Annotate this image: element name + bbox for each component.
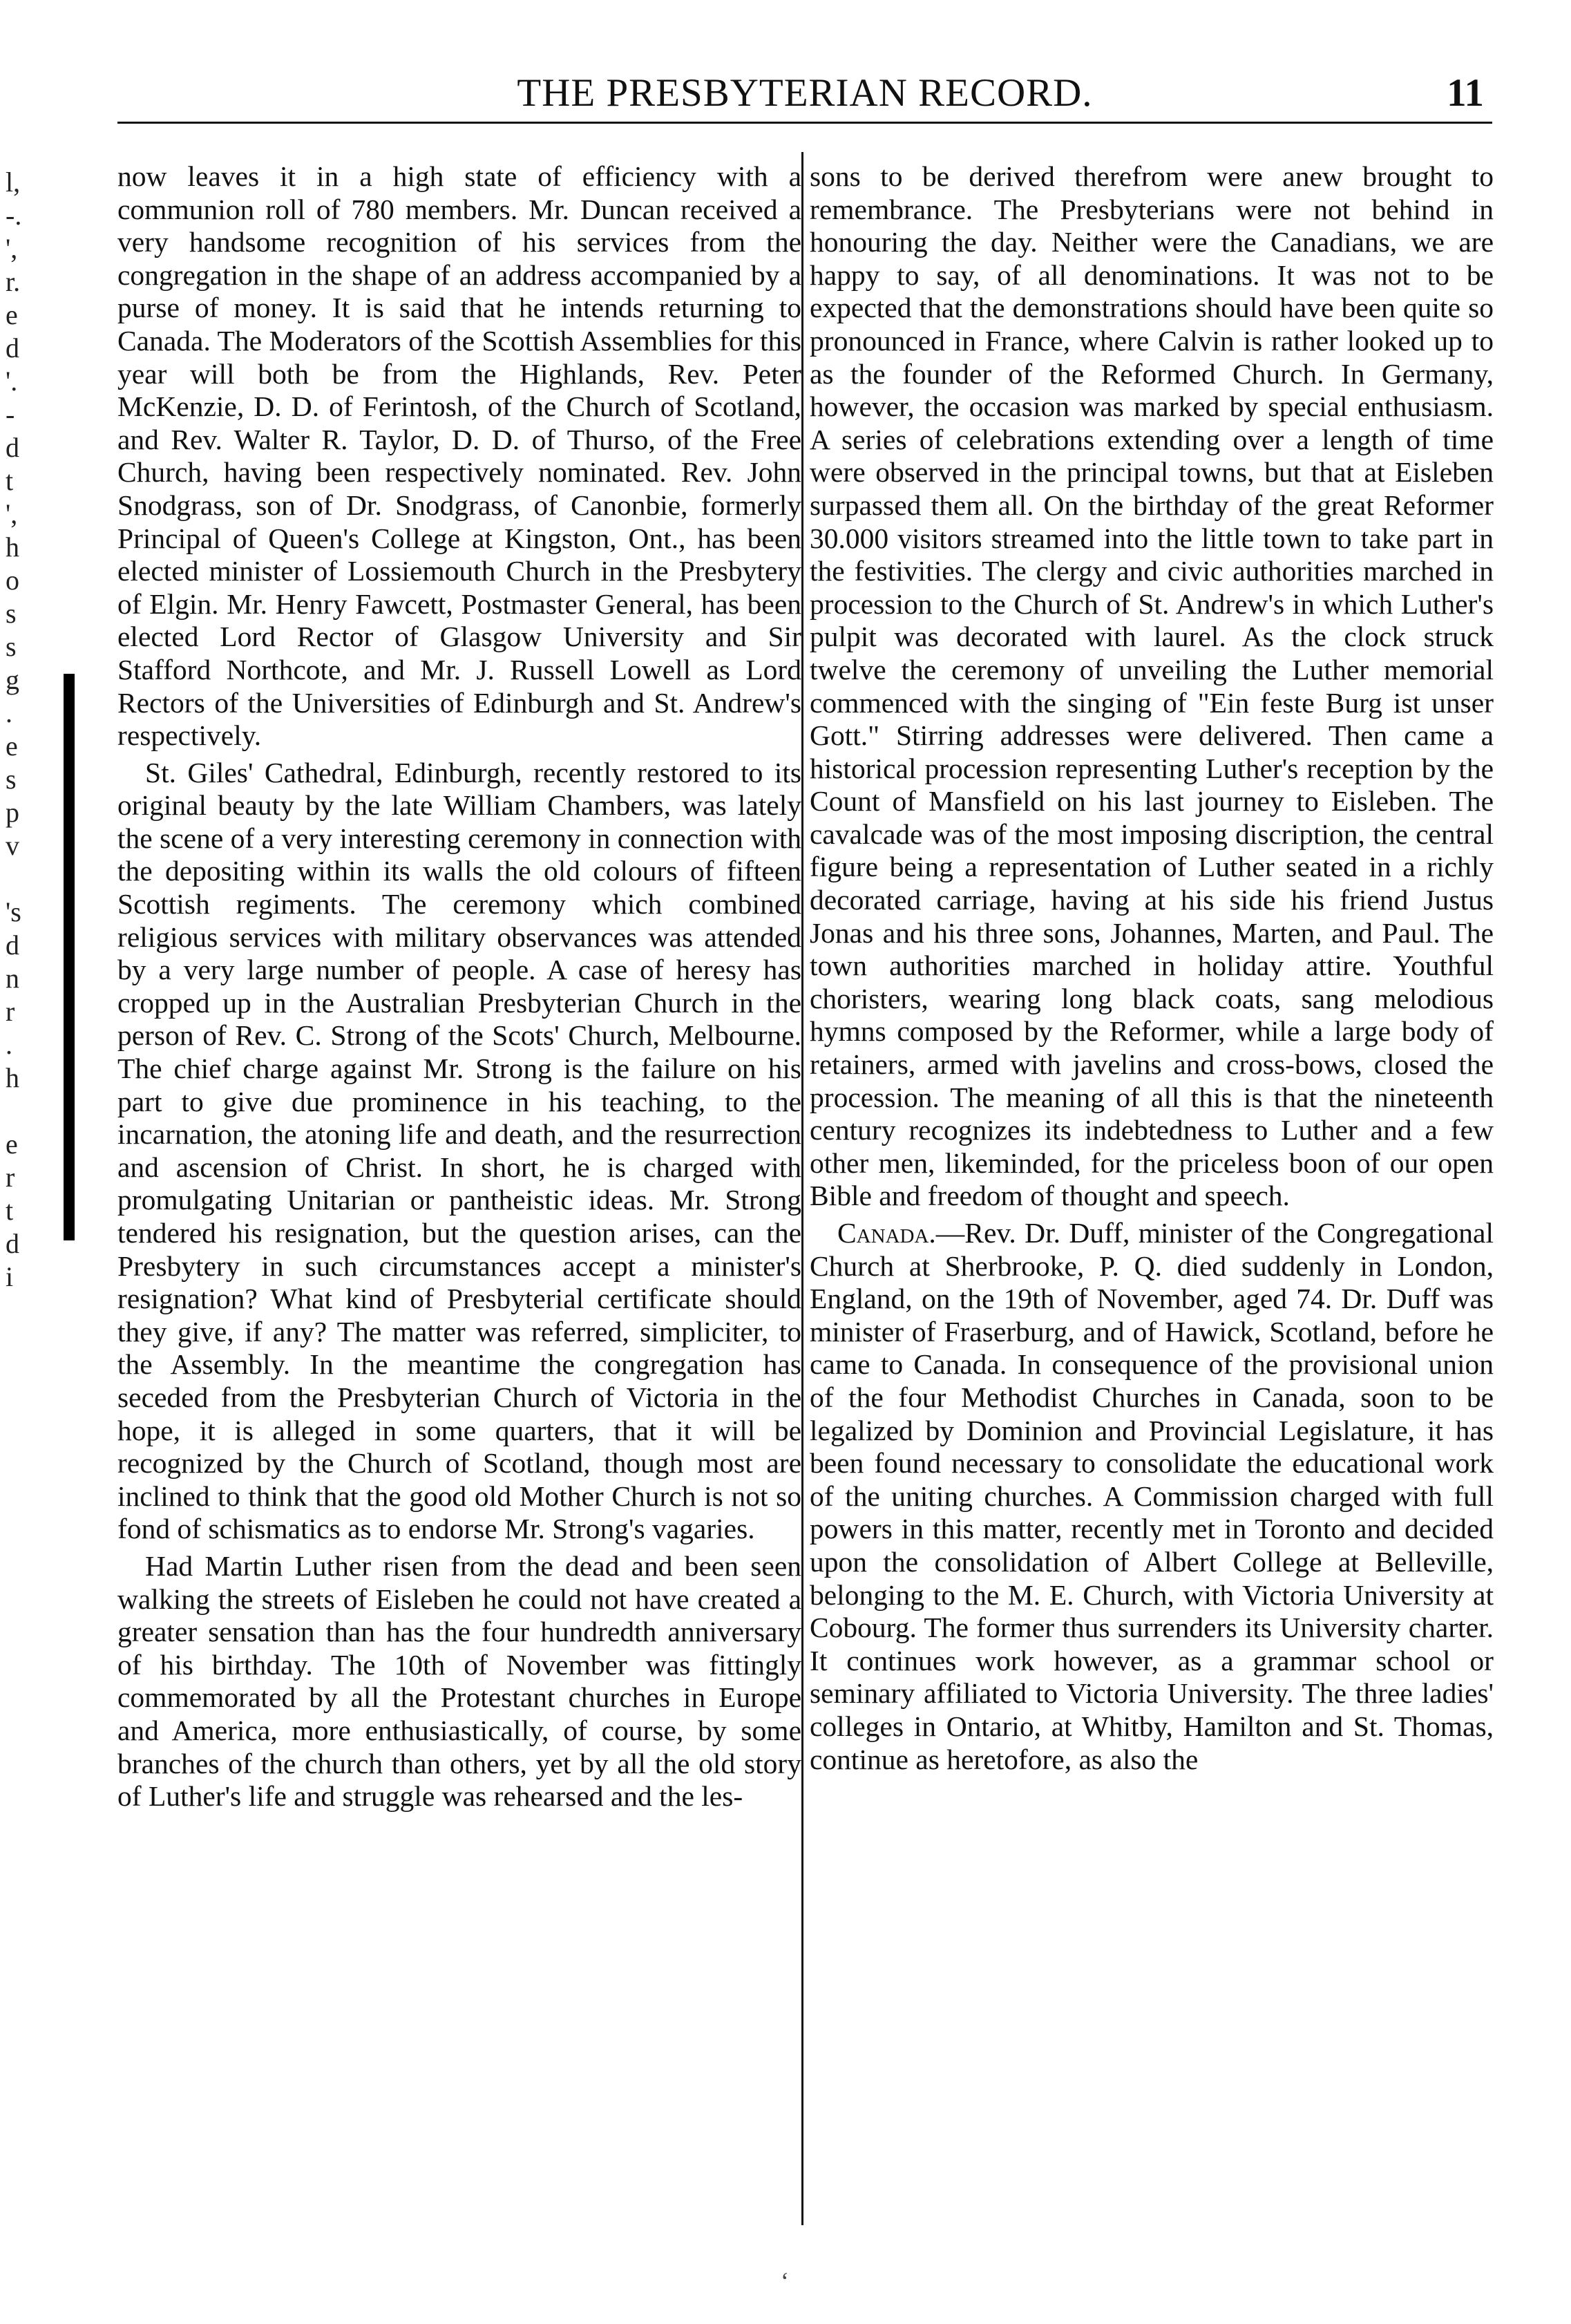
margin-letter: o: [6, 565, 19, 596]
page-header: [117, 66, 1492, 124]
margin-letter: l,: [6, 167, 21, 198]
margin-letter: r: [6, 1162, 15, 1193]
margin-letter: e: [6, 730, 18, 762]
right-paragraph-1: sons to be derived therefrom were anew brought to remembrance. The Presbyterians were not behind in honouring the day. Neither were the Canadians, we are happy to say, of all denominations. It was not to be expected that the demonstrations should have been quite so pronounced in France, where Calvin is rather looked up to as the founder of the Reformed Church. In Germany, however, the occasion was marked by special enthusiasm. A series of celebrations extending over a length of time were observed in the principal towns, but that at Eisleben surpassed them all. On the birthday of the great Reformer 30.000 visitors streamed into the little town to take part in the festivities. The clergy and civic authorities marched in procession to the Church of St. Andrew's in which Luther's pulpit was decorated with laurel. As the clock struck twelve the ceremony of unveiling the Luther memorial commenced with the singing of "Ein feste Burg ist unser Gott." Stirring addresses were delivered. Then came a historical procession representing Luther's reception by the Count of Mansfield on his last journey to Eisleben. The cavalcade was of the most imposing discription, the central figure being a representation of Luther seated in a richly decorated carriage, having at his side his friend Justus Jonas and his three sons, Johannes, Marten, and Paul. The town authorities marched in holiday attire. Youthful choristers, wearing long black coats, sang melodious hymns composed by the Reformer, while a large body of retainers, armed with javelins and cross-bows, closed the procession. The meaning of all this is that the nineteenth century recognizes its indebtedness to Luther and a few other men, likeminded, for the priceless boon of our open Bible and freedom of thought and speech.: [810, 160, 1494, 1212]
margin-letter: g: [6, 664, 19, 695]
margin-fragments: [6, 166, 33, 1294]
margin-letter: -: [6, 399, 15, 430]
left-paragraph-2: St. Giles' Cathedral, Edinburgh, recently restored to its original beauty by the late William Chambers, was lately the scene of a very interesting ceremony in connection with the depositing within its walls the old colours of fifteen Scottish regiments. The ceremony which combined religious services with military observances was attended by a very large number of people. A case of heresy has cropped up in the Australian Presbyterian Church in the person of Rev. C. Strong of the Scots' Church, Melbourne. The chief charge against Mr. Strong is the failure on his part to give due prominence in his teaching, to the incarnation, the atoning life and death, and the resurrection and ascension of Christ. In short, he is charged with promulgating Unitarian or pantheistic ideas. Mr. Strong tendered his resignation, but the question arises, can the Presbytery in such circumstances accept a minister's resignation? What kind of Presbyterial certificate should they give, if any? The matter was referred, simpliciter, to the Assembly. In the meantime the congregation has seceded from the Presbyterian Church of Victoria in the hope, it is alleged in some quarters, that it will be recognized by the Church of Scotland, though most are inclined to think that the good old Mother Church is not so fond of schismatics as to endorse Mr. Strong's vagaries.: [117, 756, 801, 1545]
margin-letter: p: [6, 797, 19, 828]
margin-letter: h: [6, 1062, 19, 1093]
margin-letter: s: [6, 598, 17, 629]
publication-title: THE PRESBYTERIAN RECORD.: [517, 71, 1093, 115]
margin-letter: ',: [6, 498, 18, 529]
margin-letter: i: [6, 1261, 14, 1292]
margin-letter: d: [6, 929, 19, 961]
left-paragraph-1: now leaves it in a high state of efficiency with a communion roll of 780 members. Mr. Duncan received a very handsome recognition of his services from the congregation in the shape of an address accompanied by a purse of money. It is said that he intends returning to Canada. The Moderators of the Scottish Assemblies for this year will both be from the Highlands, Rev. Peter McKenzie, D. D. of Ferintosh, of the Church of Scotland, and Rev. Walter R. Taylor, D. D. of Thurso, of the Free Church, having been respectively nominated. Rev. John Snodgrass, son of Dr. Snodgrass, of Canonbie, formerly Principal of Queen's College at Kingston, Ont., has been elected minister of Lossiemouth Church in the Presbytery of Elgin. Mr. Henry Fawcett, Postmaster General, has been elected Lord Rector of Glasgow University and Sir Stafford Northcote, and Mr. J. Russell Lowell as Lord Rectors of the Universities of Edinburgh and St. Andrew's respectively.: [117, 160, 801, 752]
margin-letter: t: [6, 465, 14, 496]
margin-letter: r.: [6, 266, 21, 297]
margin-letter: s: [6, 764, 17, 795]
footer-mark: ‘: [781, 2267, 789, 2295]
margin-letter: e: [6, 1128, 18, 1160]
left-column: [117, 160, 801, 1817]
margin-letter: 's: [6, 896, 21, 927]
margin-letter: d: [6, 332, 19, 363]
margin-letter: -.: [6, 200, 22, 231]
margin-letter: .: [6, 697, 12, 728]
margin-letter: d: [6, 432, 19, 463]
margin-letter: ',: [6, 233, 18, 264]
left-paragraph-3: Had Martin Luther risen from the dead and been seen walking the streets of Eisleben he could not have created a greater sensation than has the four hundredth anniversary of his birthday. The 10th of November was fittingly commemorated by all the Protestant churches in Europe and America, more enthusiastically, of course, by some branches of the church than others, yet by all the old story of Luther's life and struggle was rehearsed and the les-: [117, 1549, 801, 1813]
margin-letter: h: [6, 531, 19, 563]
margin-letter: s: [6, 631, 17, 662]
margin-letter: '.: [6, 366, 18, 397]
margin-letter: r: [6, 996, 15, 1027]
right-paragraph-2: [810, 1217, 1494, 1776]
right-column: [810, 160, 1494, 1780]
margin-letter: n: [6, 963, 19, 994]
column-rule: [801, 152, 803, 2225]
margin-letter: d: [6, 1228, 19, 1259]
margin-letter: .: [6, 1029, 12, 1060]
margin-letter: t: [6, 1195, 14, 1226]
margin-letter: e: [6, 299, 18, 330]
canada-heading: Canada.: [837, 1217, 936, 1249]
margin-letter: [6, 862, 33, 896]
canada-text: —Rev. Dr. Duff, minister of the Congregational Church at Sherbrooke, P. Q. died suddenly in London, England, on the 19th of November, aged 74. Dr. Duff was minister of Fraserburg, and of Hawick, Scotland, before he came to Canada. In consequence of the provisional union of the four Methodist Churches in Canada, soon to be legalized by Dominion and Provincial Legislature, it has been found necessary to consolidate the educational work of the uniting churches. A Commission charged with full powers in this matter, recently met in Toronto and decided upon the consolidation of Albert College at Belleville, belonging to the M. E. Church, with Victoria University at Cobourg. The former thus surrenders its University charter. It continues work however, as a grammar school or seminary affiliated to Victoria University. The three ladies' colleges in Ontario, at Whitby, Hamilton and St. Thomas, continue as heretofore, as also the: [810, 1217, 1494, 1775]
margin-letter: v: [6, 830, 19, 861]
margin-letter: [6, 1095, 33, 1128]
page-number: 11: [1447, 71, 1484, 115]
margin-binding-mark: [64, 674, 75, 1240]
